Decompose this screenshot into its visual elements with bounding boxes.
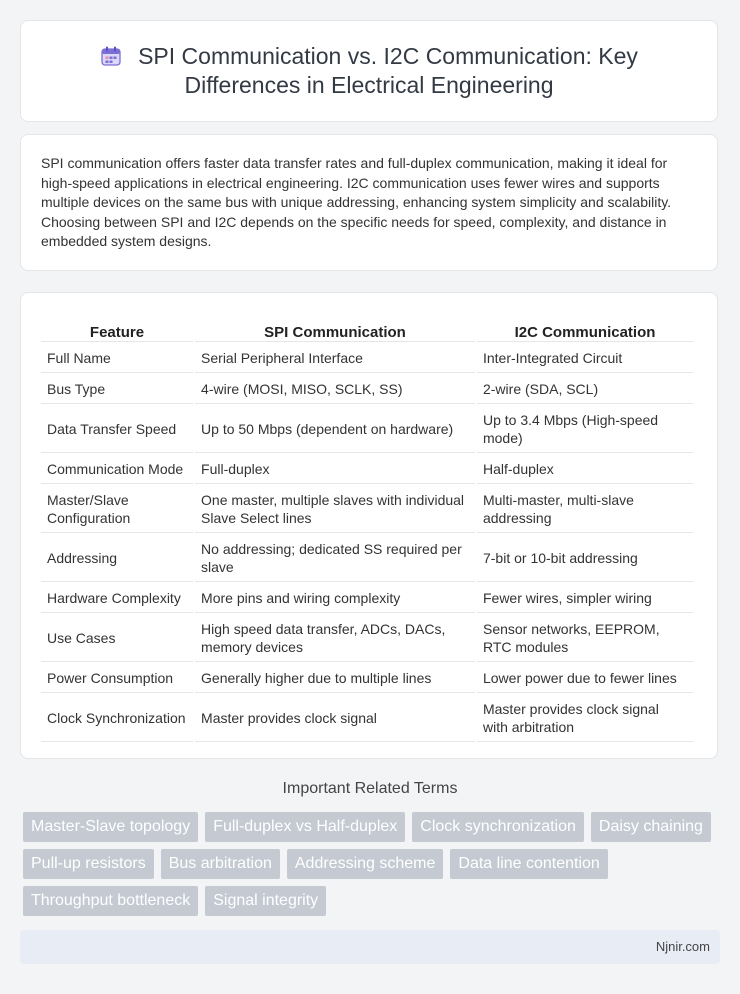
term-tag[interactable]: Addressing scheme [287, 849, 444, 879]
cell-spi: Generally higher due to multiple lines [195, 664, 475, 693]
cell-spi: High speed data transfer, ADCs, DACs, memory devices [195, 615, 475, 662]
table-header-row [41, 313, 693, 342]
term-tag[interactable]: Data line contention [450, 849, 607, 879]
cell-feature: Master/Slave Configuration [41, 486, 193, 533]
term-tag[interactable]: Master-Slave topology [23, 812, 198, 842]
cell-i2c: Inter-Integrated Circuit [477, 344, 693, 373]
cell-feature: Communication Mode [41, 455, 193, 484]
calendar-icon [100, 45, 122, 67]
intro-card [20, 134, 718, 271]
cell-i2c: Sensor networks, EEPROM, RTC modules [477, 615, 693, 662]
table-row [41, 695, 693, 742]
header-spi: SPI Communication [195, 313, 475, 342]
term-tag[interactable]: Bus arbitration [161, 849, 280, 879]
cell-feature: Power Consumption [41, 664, 193, 693]
cell-spi: More pins and wiring complexity [195, 584, 475, 613]
cell-feature: Full Name [41, 344, 193, 373]
cell-i2c: Lower power due to fewer lines [477, 664, 693, 693]
footer-site[interactable]: Njnir.com [655, 939, 710, 954]
cell-feature: Use Cases [41, 615, 193, 662]
cell-i2c: Fewer wires, simpler wiring [477, 584, 693, 613]
term-tag[interactable]: Signal integrity [205, 886, 326, 916]
cell-spi: One master, multiple slaves with individual Slave Select lines [195, 486, 475, 533]
table-row [41, 375, 693, 404]
title-card [20, 20, 718, 122]
header-i2c: I2C Communication [477, 313, 693, 342]
comparison-table-card [20, 292, 718, 759]
header-feature: Feature [41, 313, 193, 342]
cell-feature: Bus Type [41, 375, 193, 404]
cell-i2c: Master provides clock signal with arbitration [477, 695, 693, 742]
cell-spi: Master provides clock signal [195, 695, 475, 742]
cell-i2c: 7-bit or 10-bit addressing [477, 535, 693, 582]
footer-bar [20, 930, 720, 964]
cell-feature: Hardware Complexity [41, 584, 193, 613]
cell-feature: Clock Synchronization [41, 695, 193, 742]
table-row [41, 535, 693, 582]
table-row [41, 406, 693, 453]
cell-i2c: 2-wire (SDA, SCL) [477, 375, 693, 404]
cell-spi: No addressing; dedicated SS required per slave [195, 535, 475, 582]
table-row [41, 664, 693, 693]
cell-feature: Addressing [41, 535, 193, 582]
cell-spi: 4-wire (MOSI, MISO, SCLK, SS) [195, 375, 475, 404]
page-title-wrap [49, 42, 689, 100]
term-tag[interactable]: Pull-up resistors [23, 849, 154, 879]
term-tag[interactable]: Throughput bottleneck [23, 886, 198, 916]
intro-paragraph: SPI communication offers faster data transfer rates and full-duplex communication, making it ideal for high-speed applications in electrical engineering. I2C communication uses fewer wires and supports multiple devices on the same bus with unique addressing, enhancing system simplicity and scalability. Choosing between SPI and I2C depends on the specific needs for speed, complexity, and distance in embedded system designs. [41, 155, 672, 249]
comparison-table [39, 311, 695, 744]
term-tag[interactable]: Daisy chaining [591, 812, 711, 842]
table-row [41, 344, 693, 373]
table-row [41, 486, 693, 533]
cell-spi: Up to 50 Mbps (dependent on hardware) [195, 406, 475, 453]
cell-spi: Full-duplex [195, 455, 475, 484]
related-terms-list [23, 812, 723, 916]
term-tag[interactable]: Full-duplex vs Half-duplex [205, 812, 405, 842]
cell-spi: Serial Peripheral Interface [195, 344, 475, 373]
table-row [41, 615, 693, 662]
cell-i2c: Up to 3.4 Mbps (High-speed mode) [477, 406, 693, 453]
term-tag[interactable]: Clock synchronization [412, 812, 584, 842]
table-row [41, 584, 693, 613]
cell-i2c: Half-duplex [477, 455, 693, 484]
related-terms-heading: Important Related Terms [282, 780, 458, 797]
cell-feature: Data Transfer Speed [41, 406, 193, 453]
table-row [41, 455, 693, 484]
cell-i2c: Multi-master, multi-slave addressing [477, 486, 693, 533]
page-title: SPI Communication vs. I2C Communication: Key Differences in Electrical Engineering [138, 43, 638, 98]
